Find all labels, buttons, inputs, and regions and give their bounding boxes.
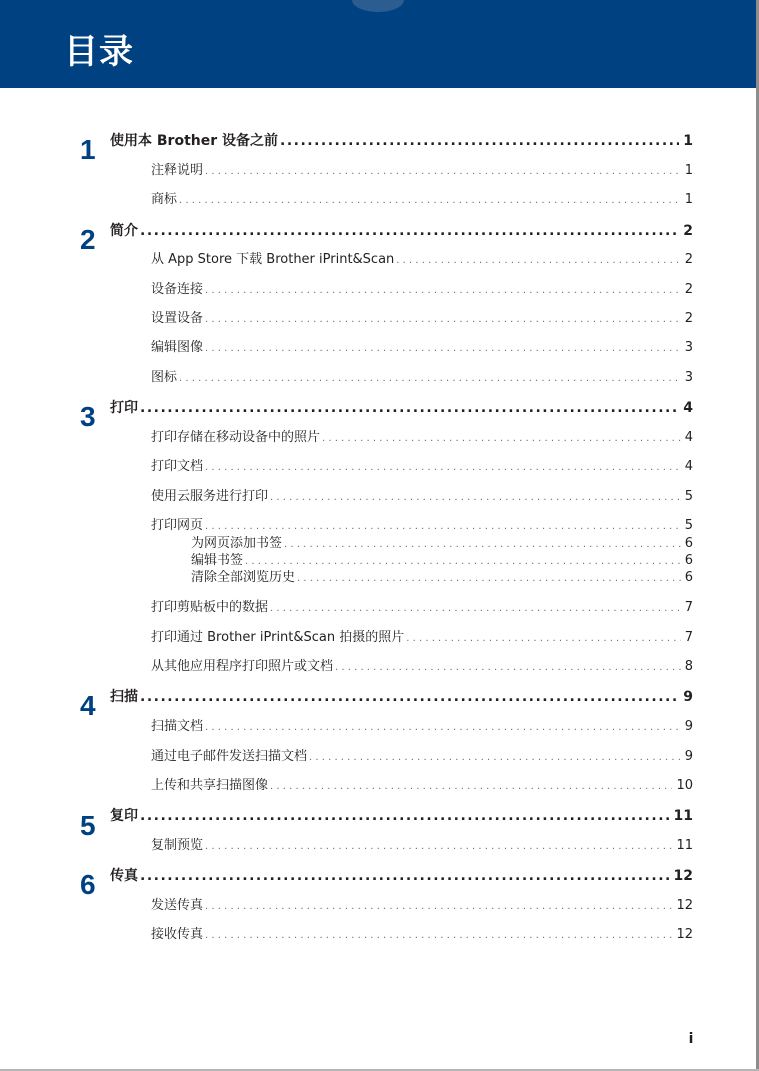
toc-entry-title: 复制预览	[151, 838, 204, 853]
chapter-number: 3	[80, 401, 96, 432]
dot-leader	[270, 600, 681, 617]
toc-entry-page: 9	[683, 689, 693, 705]
toc-entry-page: 6	[684, 536, 693, 551]
toc-entry-page: 1	[684, 192, 693, 207]
toc-entry-title: 复印	[110, 808, 138, 824]
dot-leader	[140, 687, 679, 707]
toc-entry-title: 打印文档	[151, 459, 204, 474]
chapter-number: 4	[80, 690, 96, 721]
chapter-number: 2	[80, 224, 96, 255]
toc-entry-title: 上传和共享扫描图像	[151, 778, 269, 793]
toc-section-entry[interactable]	[151, 281, 693, 299]
page-title: 目录	[64, 32, 134, 72]
toc-chapter-entry[interactable]	[110, 398, 693, 418]
toc-entry-title: 为网页添加书签	[191, 536, 283, 551]
page-number: i	[688, 1031, 694, 1047]
toc-entry-page: 11	[676, 838, 693, 853]
toc-section-entry[interactable]	[151, 837, 693, 855]
toc-section-entry[interactable]	[151, 718, 693, 736]
toc-entry-page: 2	[684, 252, 693, 267]
dot-leader	[205, 898, 672, 915]
toc-chapter-entry[interactable]	[110, 866, 693, 886]
toc-entry-title: 设置设备	[151, 311, 204, 326]
toc-entry-title: 图标	[151, 370, 178, 385]
toc-entry-title: 使用本 Brother 设备之前	[110, 133, 278, 149]
toc-entry-page: 1	[683, 133, 693, 149]
toc-entry-page: 6	[684, 570, 693, 585]
toc-entry-page: 2	[684, 282, 693, 297]
dot-leader	[205, 719, 681, 736]
toc-entry-title: 打印通过 Brother iPrint&Scan 拍摄的照片	[151, 630, 405, 645]
toc-entry-page: 6	[684, 553, 693, 568]
toc-section-entry[interactable]	[151, 369, 693, 387]
toc-entry-page: 9	[684, 719, 693, 734]
dot-leader	[406, 630, 680, 647]
dot-leader	[335, 659, 681, 676]
toc-entry-title: 打印	[110, 400, 138, 416]
dot-leader	[245, 554, 681, 569]
dot-leader	[205, 927, 672, 944]
dot-leader	[270, 489, 681, 506]
toc-entry-title: 从 App Store 下载 Brother iPrint&Scan	[151, 252, 395, 267]
toc-entry-title: 扫描	[110, 689, 138, 705]
dot-leader	[179, 370, 681, 387]
toc-entry-title: 使用云服务进行打印	[151, 489, 269, 504]
toc-section-entry[interactable]	[151, 629, 693, 647]
toc-entry-page: 9	[684, 749, 693, 764]
toc-section-entry[interactable]	[151, 897, 693, 915]
chapter-number: 6	[80, 869, 96, 900]
toc-entry-page: 4	[684, 459, 693, 474]
toc-entry-page: 4	[684, 430, 693, 445]
dot-leader	[284, 537, 681, 552]
dot-leader	[205, 459, 681, 476]
dot-leader	[205, 282, 681, 299]
toc-chapter-entry[interactable]	[110, 806, 693, 826]
dot-leader	[322, 430, 681, 447]
dot-leader	[396, 252, 680, 269]
toc-subsection-entry[interactable]	[191, 570, 693, 586]
toc-entry-page: 3	[684, 340, 693, 355]
dot-leader	[140, 398, 679, 418]
toc-entry-title: 简介	[110, 223, 138, 239]
dot-leader	[297, 571, 681, 586]
dot-leader	[205, 163, 681, 180]
toc-section-entry[interactable]	[151, 458, 693, 476]
toc-entry-page: 5	[684, 489, 693, 504]
toc-entry-page: 8	[684, 659, 693, 674]
toc-entry-page: 4	[683, 400, 693, 416]
toc-chapter-entry[interactable]	[110, 131, 693, 151]
toc-entry-title: 编辑图像	[151, 340, 204, 355]
dot-leader	[179, 192, 681, 209]
chapter-number: 5	[80, 810, 96, 841]
toc-section-entry[interactable]	[151, 251, 693, 269]
dot-leader	[309, 749, 681, 766]
toc-chapter-entry[interactable]	[110, 687, 693, 707]
chapter-number: 1	[80, 134, 96, 165]
dot-leader	[280, 131, 679, 151]
dot-leader	[205, 340, 681, 357]
toc-section-entry[interactable]	[151, 488, 693, 506]
toc-entry-title: 打印剪贴板中的数据	[151, 600, 269, 615]
toc-section-entry[interactable]	[151, 339, 693, 357]
toc-chapter-entry[interactable]	[110, 221, 693, 241]
toc-entry-page: 10	[676, 778, 693, 793]
toc-section-entry[interactable]	[151, 517, 693, 535]
toc-section-entry[interactable]	[151, 748, 693, 766]
toc-entry-page: 7	[684, 600, 693, 615]
toc-section-entry[interactable]	[151, 191, 693, 209]
dot-leader	[140, 221, 679, 241]
toc-subsection-entry[interactable]	[191, 553, 693, 569]
toc-entry-title: 编辑书签	[191, 553, 244, 568]
toc-entry-page: 2	[683, 223, 693, 239]
toc-subsection-entry[interactable]	[191, 536, 693, 552]
toc-entry-title: 清除全部浏览历史	[191, 570, 296, 585]
dot-leader	[205, 311, 681, 328]
toc-entry-title: 从其他应用程序打印照片或文档	[151, 659, 334, 674]
toc-entry-title: 打印网页	[151, 518, 204, 533]
toc-section-entry[interactable]	[151, 599, 693, 617]
toc-entry-page: 1	[684, 163, 693, 178]
dot-leader	[270, 778, 672, 795]
toc-entry-page: 12	[676, 927, 693, 942]
toc-entry-page: 7	[684, 630, 693, 645]
toc-section-entry[interactable]	[151, 162, 693, 180]
toc-entry-page: 2	[684, 311, 693, 326]
toc-section-entry[interactable]	[151, 429, 693, 447]
toc-entry-page: 3	[684, 370, 693, 385]
dot-leader	[205, 518, 681, 535]
toc-entry-page: 11	[673, 808, 693, 824]
dot-leader	[140, 806, 670, 826]
toc-entry-title: 扫描文档	[151, 719, 204, 734]
toc-entry-title: 发送传真	[151, 898, 204, 913]
toc-entry-page: 12	[676, 898, 693, 913]
toc-entry-page: 12	[673, 868, 693, 884]
dot-leader	[205, 838, 672, 855]
toc-entry-page: 5	[684, 518, 693, 533]
toc-entry-title: 传真	[110, 868, 138, 884]
toc-entry-title: 注释说明	[151, 163, 204, 178]
dot-leader	[140, 866, 670, 886]
toc-section-entry[interactable]	[151, 926, 693, 944]
toc-entry-title: 商标	[151, 192, 178, 207]
toc-section-entry[interactable]	[151, 777, 693, 795]
toc-entry-title: 通过电子邮件发送扫描文档	[151, 749, 308, 764]
toc-entry-title: 接收传真	[151, 927, 204, 942]
toc-entry-title: 设备连接	[151, 282, 204, 297]
toc-section-entry[interactable]	[151, 658, 693, 676]
toc-section-entry[interactable]	[151, 310, 693, 328]
toc-entry-title: 打印存储在移动设备中的照片	[151, 430, 321, 445]
